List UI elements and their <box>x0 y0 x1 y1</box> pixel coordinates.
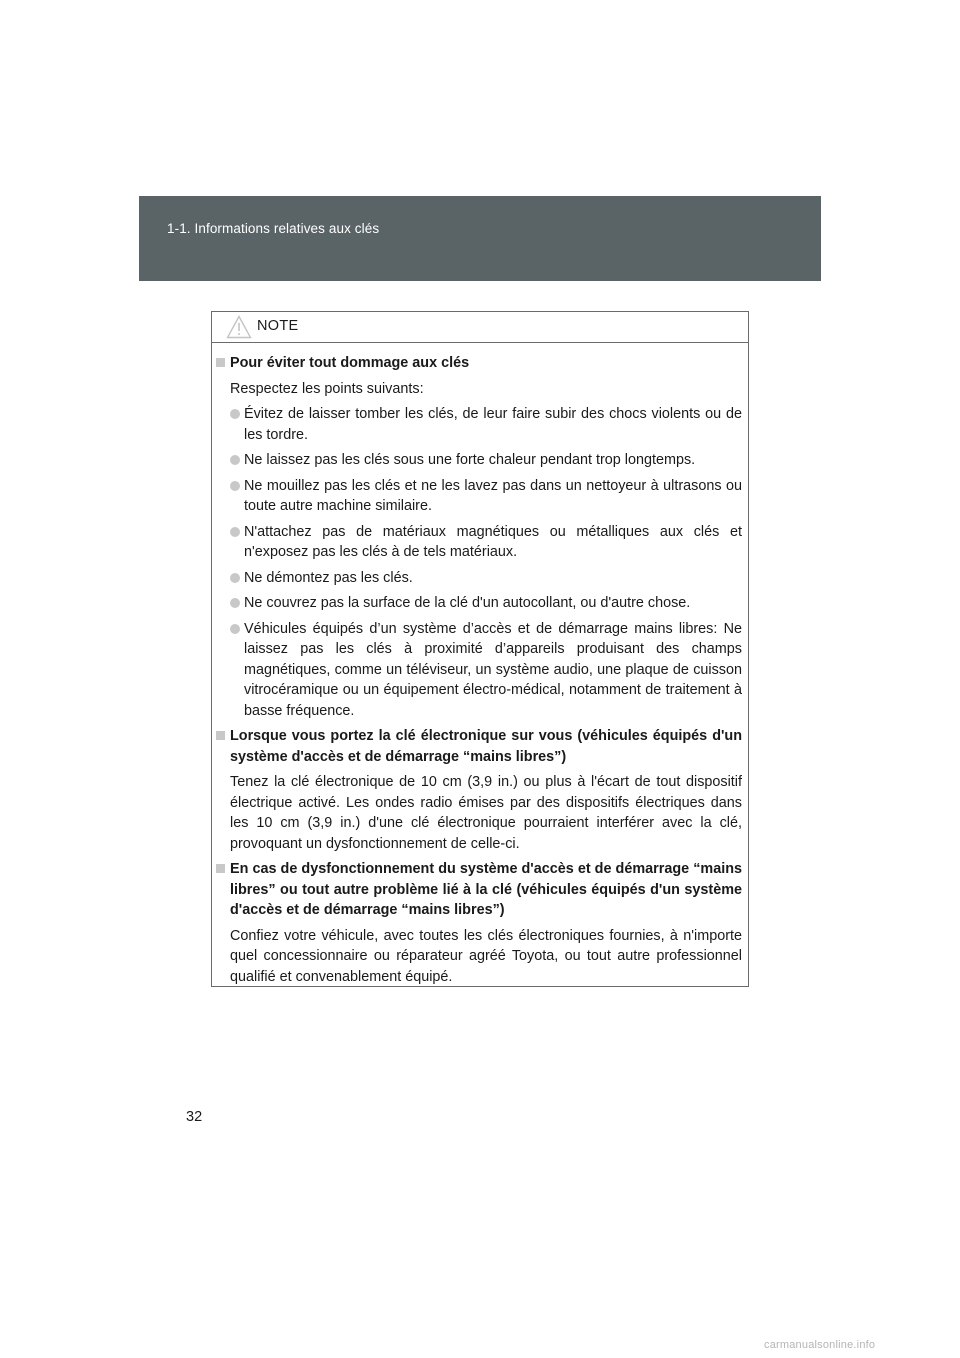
bullet-list <box>216 404 742 721</box>
list-item: N'attachez pas de matériaux magnétiques ou métalliques aux clés et n'exposez pas les clés à de tels matériaux. <box>216 522 742 563</box>
circle-bullet-icon <box>230 481 240 491</box>
section-heading: En cas de dysfonctionnement du système d'accès et de démarrage “mains libres” ou tout autre problème lié à la clé (véhicules équipés d'un système d'accès et de démarrage “mains libres”) <box>216 859 742 921</box>
section-heading: Pour éviter tout dommage aux clés <box>216 353 742 374</box>
list-item: Véhicules équipés d’un système d’accès et de démarrage mains libres: Ne laissez pas les clés à proximité d’appareils produisant des champs magnétiques, comme un téléviseur, un système audio, une plaque de cuisson vitrocéramique ou un équipement électro-médical, notamment de traitement à basse fréquence. <box>216 619 742 722</box>
list-item: Évitez de laisser tomber les clés, de leur faire subir des chocs violents ou de les tordre. <box>216 404 742 445</box>
square-bullet-icon <box>216 864 225 873</box>
watermark: carmanualsonline.info <box>764 1339 876 1351</box>
note-body <box>212 343 748 992</box>
note-box <box>211 311 749 987</box>
section-title: 1-1. Informations relatives aux clés <box>167 221 380 236</box>
section-intro: Confiez votre véhicule, avec toutes les clés électroniques fournies, à n'importe quel concessionnaire ou réparateur agréé Toyota, ou tout autre professionnel qualifié et convenablement équipé. <box>230 927 742 985</box>
section-intro: Respectez les points suivants: <box>230 380 424 397</box>
circle-bullet-icon <box>230 598 240 608</box>
section-header-band <box>139 196 821 281</box>
list-item: Ne démontez pas les clés. <box>216 568 742 589</box>
circle-bullet-icon <box>230 409 240 419</box>
square-bullet-icon <box>216 731 225 740</box>
list-item: Ne mouillez pas les clés et ne les lavez pas dans un nettoyeur à ultrasons ou toute autre machine similaire. <box>216 476 742 517</box>
list-item: Ne couvrez pas la surface de la clé d'un autocollant, ou d'autre chose. <box>216 593 742 614</box>
note-header <box>212 312 748 343</box>
circle-bullet-icon <box>230 624 240 634</box>
circle-bullet-icon <box>230 573 240 583</box>
section-heading: Lorsque vous portez la clé électronique sur vous (véhicules équipés d'un système d'accès et de démarrage “mains libres”) <box>216 726 742 767</box>
square-bullet-icon <box>216 358 225 367</box>
note-title: NOTE <box>257 318 299 334</box>
section-intro: Tenez la clé électronique de 10 cm (3,9 in.) ou plus à l'écart de tout dispositif électrique activé. Les ondes radio émises par des dispositifs électriques dans les 10 cm (3,9 in.) d'une clé électronique pourraient interférer avec la clé, provoquant un dysfonctionnement de celle-ci. <box>230 774 742 852</box>
page-number: 32 <box>186 1109 203 1125</box>
circle-bullet-icon <box>230 527 240 537</box>
warning-triangle-icon <box>226 315 252 339</box>
list-item: Ne laissez pas les clés sous une forte chaleur pendant trop longtemps. <box>216 450 742 471</box>
circle-bullet-icon <box>230 455 240 465</box>
